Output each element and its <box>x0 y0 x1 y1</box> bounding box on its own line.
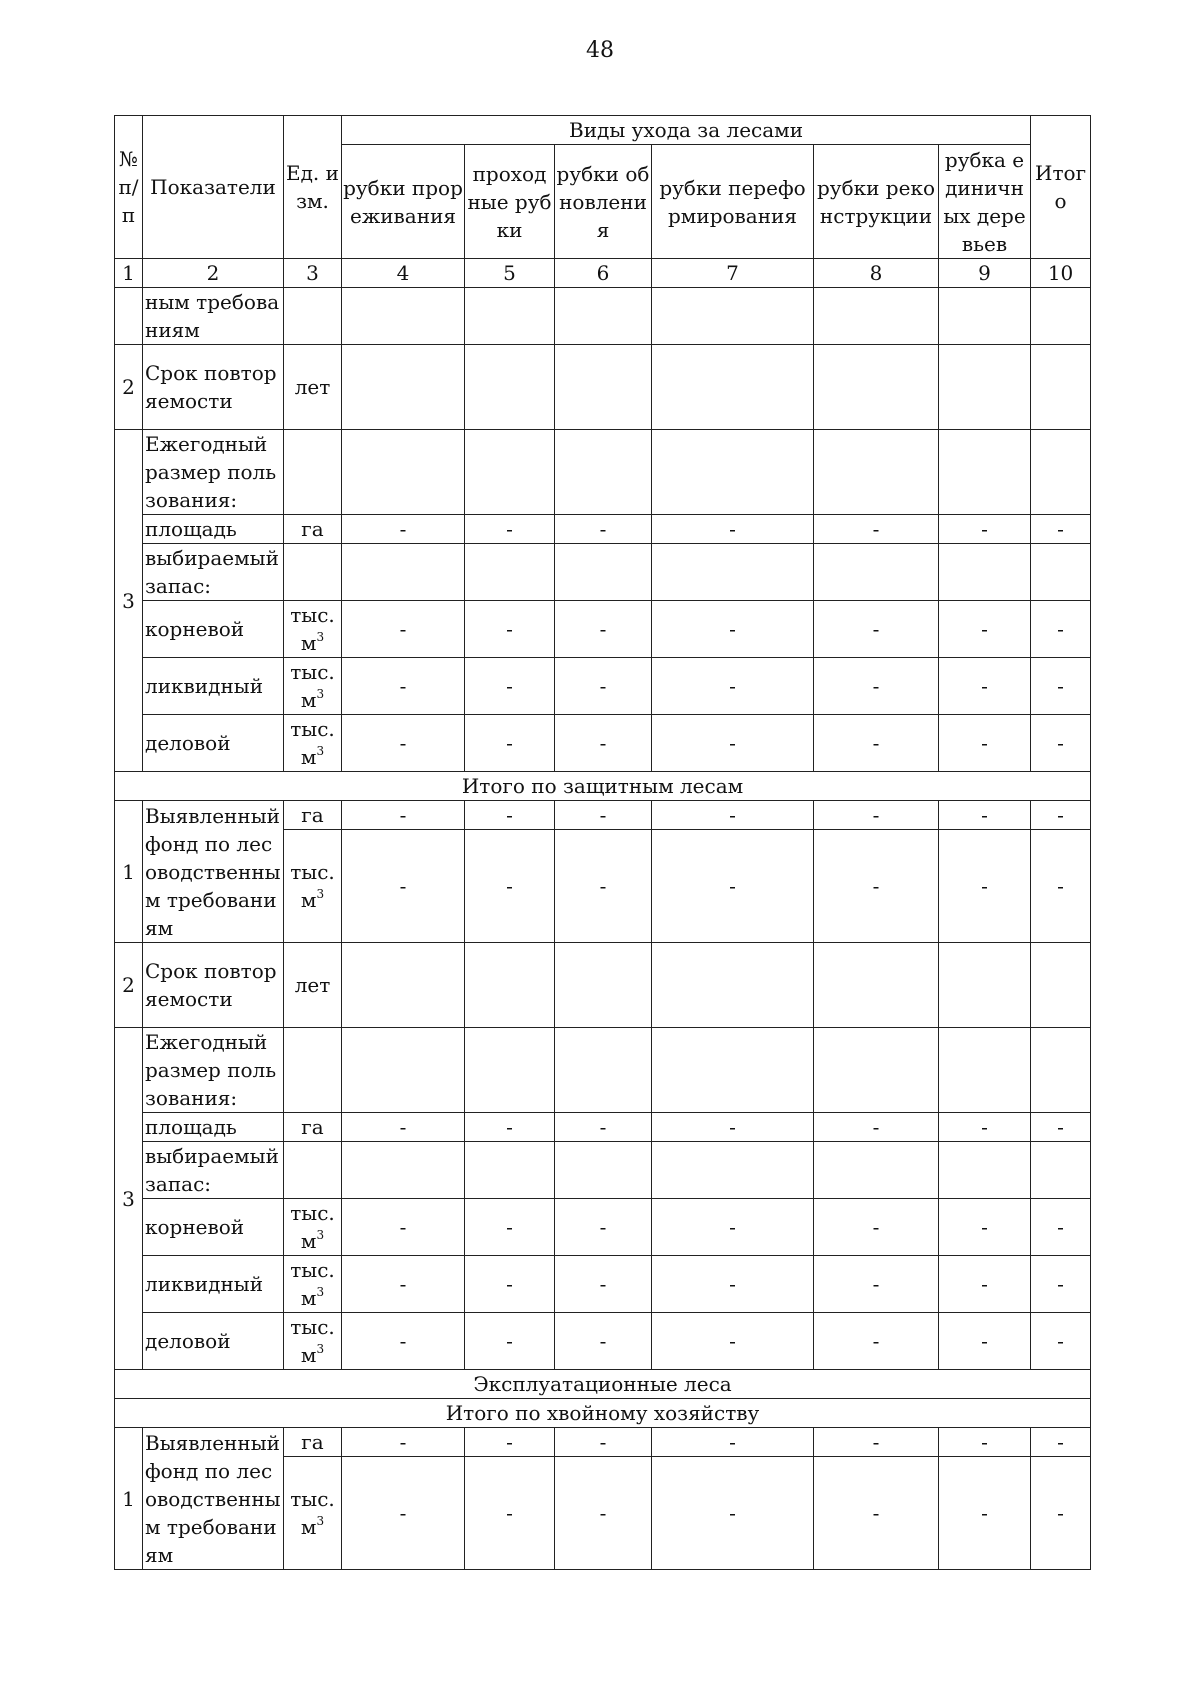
column-number: 9 <box>939 259 1031 288</box>
indicator-liquid: ликвидный <box>143 658 284 715</box>
unit-cube: 3 <box>316 630 325 644</box>
column-number: 10 <box>1031 259 1091 288</box>
value-cell: - <box>1031 1256 1091 1313</box>
unit-m: м <box>300 631 317 655</box>
indicator-fund: Выявленный фонд по лесоводственным требованиям <box>143 1428 284 1570</box>
unit-cell: га <box>284 1428 342 1457</box>
indicator-term: Срок повторяемости <box>143 345 284 430</box>
unit-ths: тыс. <box>290 1201 335 1225</box>
value-cell: - <box>1031 801 1091 830</box>
value-cell: - <box>342 1199 465 1256</box>
indicator-area: площадь <box>143 515 284 544</box>
row-num <box>115 288 143 345</box>
row-num: 3 <box>115 430 143 772</box>
value-cell: - <box>1031 515 1091 544</box>
unit-cube: 3 <box>316 887 325 901</box>
value-cell: - <box>814 830 939 943</box>
value-cell: - <box>555 801 652 830</box>
unit-ths: тыс. <box>290 603 335 627</box>
unit-ths: тыс. <box>290 1315 335 1339</box>
value-cell: - <box>652 515 814 544</box>
section-protective-total: Итого по защитным лесам <box>115 772 1091 801</box>
value-cell: - <box>814 658 939 715</box>
value-cell: - <box>555 1457 652 1570</box>
header-unit: Ед. изм. <box>284 116 342 259</box>
value-cell: - <box>939 1457 1031 1570</box>
value-cell: - <box>342 830 465 943</box>
unit-cell <box>284 1256 342 1313</box>
value-cell: - <box>939 801 1031 830</box>
indicator-annual: Ежегодный размер пользования: <box>143 1028 284 1113</box>
value-cell: - <box>1031 715 1091 772</box>
value-cell: - <box>939 515 1031 544</box>
value-cell: - <box>814 1428 939 1457</box>
value-cell: - <box>342 1313 465 1370</box>
row-num: 2 <box>115 345 143 430</box>
value-cell: - <box>939 830 1031 943</box>
value-cell: - <box>342 801 465 830</box>
indicator-stock: выбираемый запас: <box>143 544 284 601</box>
section-conifer-total: Итого по хвойному хозяйству <box>115 1399 1091 1428</box>
indicator-stock: выбираемый запас: <box>143 1142 284 1199</box>
unit-ths: тыс. <box>290 1487 335 1511</box>
unit-cube: 3 <box>316 744 325 758</box>
page-number: 48 <box>586 38 614 63</box>
value-cell: - <box>465 1256 555 1313</box>
unit-cell <box>284 658 342 715</box>
value-cell: - <box>652 715 814 772</box>
value-cell: - <box>342 1256 465 1313</box>
value-cell: - <box>1031 830 1091 943</box>
unit-m: м <box>300 1229 317 1253</box>
value-cell: - <box>939 601 1031 658</box>
value-cell: - <box>342 658 465 715</box>
column-number: 4 <box>342 259 465 288</box>
indicator-area: площадь <box>143 1113 284 1142</box>
header-num: № п/п <box>115 116 143 259</box>
header-col: рубки прореживания <box>342 145 465 259</box>
value-cell: - <box>465 715 555 772</box>
unit-cell: га <box>284 515 342 544</box>
row-num: 1 <box>115 801 143 943</box>
value-cell: - <box>555 1428 652 1457</box>
value-cell: - <box>465 1457 555 1570</box>
unit-cell <box>284 1313 342 1370</box>
unit-cell: лет <box>284 345 342 430</box>
value-cell: - <box>652 830 814 943</box>
value-cell: - <box>555 1313 652 1370</box>
value-cell: - <box>939 1256 1031 1313</box>
header-indicator: Показатели <box>143 116 284 259</box>
value-cell: - <box>939 1113 1031 1142</box>
value-cell: - <box>814 515 939 544</box>
indicator-term: Срок повторяемости <box>143 943 284 1028</box>
unit-cell <box>284 715 342 772</box>
value-cell: - <box>465 1313 555 1370</box>
indicator-annual: Ежегодный размер пользования: <box>143 430 284 515</box>
unit-ths: тыс. <box>290 660 335 684</box>
unit-ths: тыс. <box>290 860 335 884</box>
header-col: рубки обновления <box>555 145 652 259</box>
value-cell: - <box>652 1199 814 1256</box>
value-cell: - <box>465 658 555 715</box>
value-cell: - <box>652 1457 814 1570</box>
unit-cube: 3 <box>316 1342 325 1356</box>
header-group: Виды ухода за лесами <box>342 116 1031 145</box>
unit-ths: тыс. <box>290 1258 335 1282</box>
value-cell: - <box>814 601 939 658</box>
value-cell: - <box>465 830 555 943</box>
value-cell: - <box>465 1113 555 1142</box>
unit-m: м <box>300 888 317 912</box>
indicator-root: корневой <box>143 1199 284 1256</box>
value-cell: - <box>939 1199 1031 1256</box>
value-cell: - <box>814 1113 939 1142</box>
column-number: 6 <box>555 259 652 288</box>
value-cell: - <box>814 1199 939 1256</box>
value-cell: - <box>342 1428 465 1457</box>
value-cell: - <box>652 1113 814 1142</box>
value-cell: - <box>555 515 652 544</box>
value-cell: - <box>814 1313 939 1370</box>
header-total: Итого <box>1031 116 1091 259</box>
header-col: рубка единичных деревьев <box>939 145 1031 259</box>
header-col: рубки переформирования <box>652 145 814 259</box>
value-cell: - <box>652 1428 814 1457</box>
value-cell: - <box>814 1256 939 1313</box>
unit-cell <box>284 830 342 943</box>
forest-care-table <box>114 115 1091 1570</box>
value-cell: - <box>652 1313 814 1370</box>
value-cell: - <box>465 801 555 830</box>
value-cell: - <box>939 715 1031 772</box>
indicator-cont: ным требованиям <box>143 288 284 345</box>
value-cell: - <box>555 1256 652 1313</box>
value-cell: - <box>1031 1428 1091 1457</box>
column-number: 8 <box>814 259 939 288</box>
unit-m: м <box>300 1286 317 1310</box>
column-number: 3 <box>284 259 342 288</box>
indicator-commercial: деловой <box>143 715 284 772</box>
indicator-commercial: деловой <box>143 1313 284 1370</box>
column-number: 1 <box>115 259 143 288</box>
unit-m: м <box>300 1343 317 1367</box>
unit-m: м <box>300 1515 317 1539</box>
value-cell: - <box>555 715 652 772</box>
unit-cell: га <box>284 1113 342 1142</box>
value-cell: - <box>465 1199 555 1256</box>
value-cell: - <box>652 601 814 658</box>
value-cell: - <box>342 515 465 544</box>
value-cell: - <box>555 830 652 943</box>
value-cell: - <box>652 658 814 715</box>
column-number: 7 <box>652 259 814 288</box>
value-cell: - <box>814 715 939 772</box>
value-cell: - <box>465 515 555 544</box>
value-cell: - <box>555 1113 652 1142</box>
value-cell: - <box>939 1313 1031 1370</box>
value-cell: - <box>342 1457 465 1570</box>
unit-cell <box>284 1457 342 1570</box>
value-cell: - <box>1031 1199 1091 1256</box>
header-col: рубки реконструкции <box>814 145 939 259</box>
unit-ths: тыс. <box>290 717 335 741</box>
value-cell: - <box>939 658 1031 715</box>
unit-cell: га <box>284 801 342 830</box>
value-cell: - <box>555 601 652 658</box>
value-cell: - <box>1031 1457 1091 1570</box>
value-cell: - <box>1031 1113 1091 1142</box>
row-num: 3 <box>115 1028 143 1370</box>
unit-cube: 3 <box>316 1514 325 1528</box>
value-cell: - <box>342 601 465 658</box>
indicator-liquid: ликвидный <box>143 1256 284 1313</box>
value-cell: - <box>342 715 465 772</box>
value-cell: - <box>342 1113 465 1142</box>
unit-cube: 3 <box>316 1228 325 1242</box>
value-cell: - <box>814 801 939 830</box>
unit-m: м <box>300 688 317 712</box>
value-cell: - <box>555 658 652 715</box>
value-cell: - <box>1031 601 1091 658</box>
indicator-root: корневой <box>143 601 284 658</box>
column-number: 5 <box>465 259 555 288</box>
header-col: проходные рубки <box>465 145 555 259</box>
value-cell: - <box>814 1457 939 1570</box>
value-cell: - <box>465 1428 555 1457</box>
unit-cell <box>284 1199 342 1256</box>
unit-cell <box>284 601 342 658</box>
column-number: 2 <box>143 259 284 288</box>
indicator-fund: Выявленный фонд по лесоводственным требованиям <box>143 801 284 943</box>
value-cell: - <box>939 1428 1031 1457</box>
section-exploitation: Эксплуатационные леса <box>115 1370 1091 1399</box>
value-cell: - <box>465 601 555 658</box>
row-num: 2 <box>115 943 143 1028</box>
value-cell: - <box>652 1256 814 1313</box>
unit-cube: 3 <box>316 687 325 701</box>
unit-cell: лет <box>284 943 342 1028</box>
unit-cube: 3 <box>316 1285 325 1299</box>
value-cell: - <box>1031 1313 1091 1370</box>
value-cell: - <box>652 801 814 830</box>
unit-m: м <box>300 745 317 769</box>
value-cell: - <box>555 1199 652 1256</box>
row-num: 1 <box>115 1428 143 1570</box>
value-cell: - <box>1031 658 1091 715</box>
